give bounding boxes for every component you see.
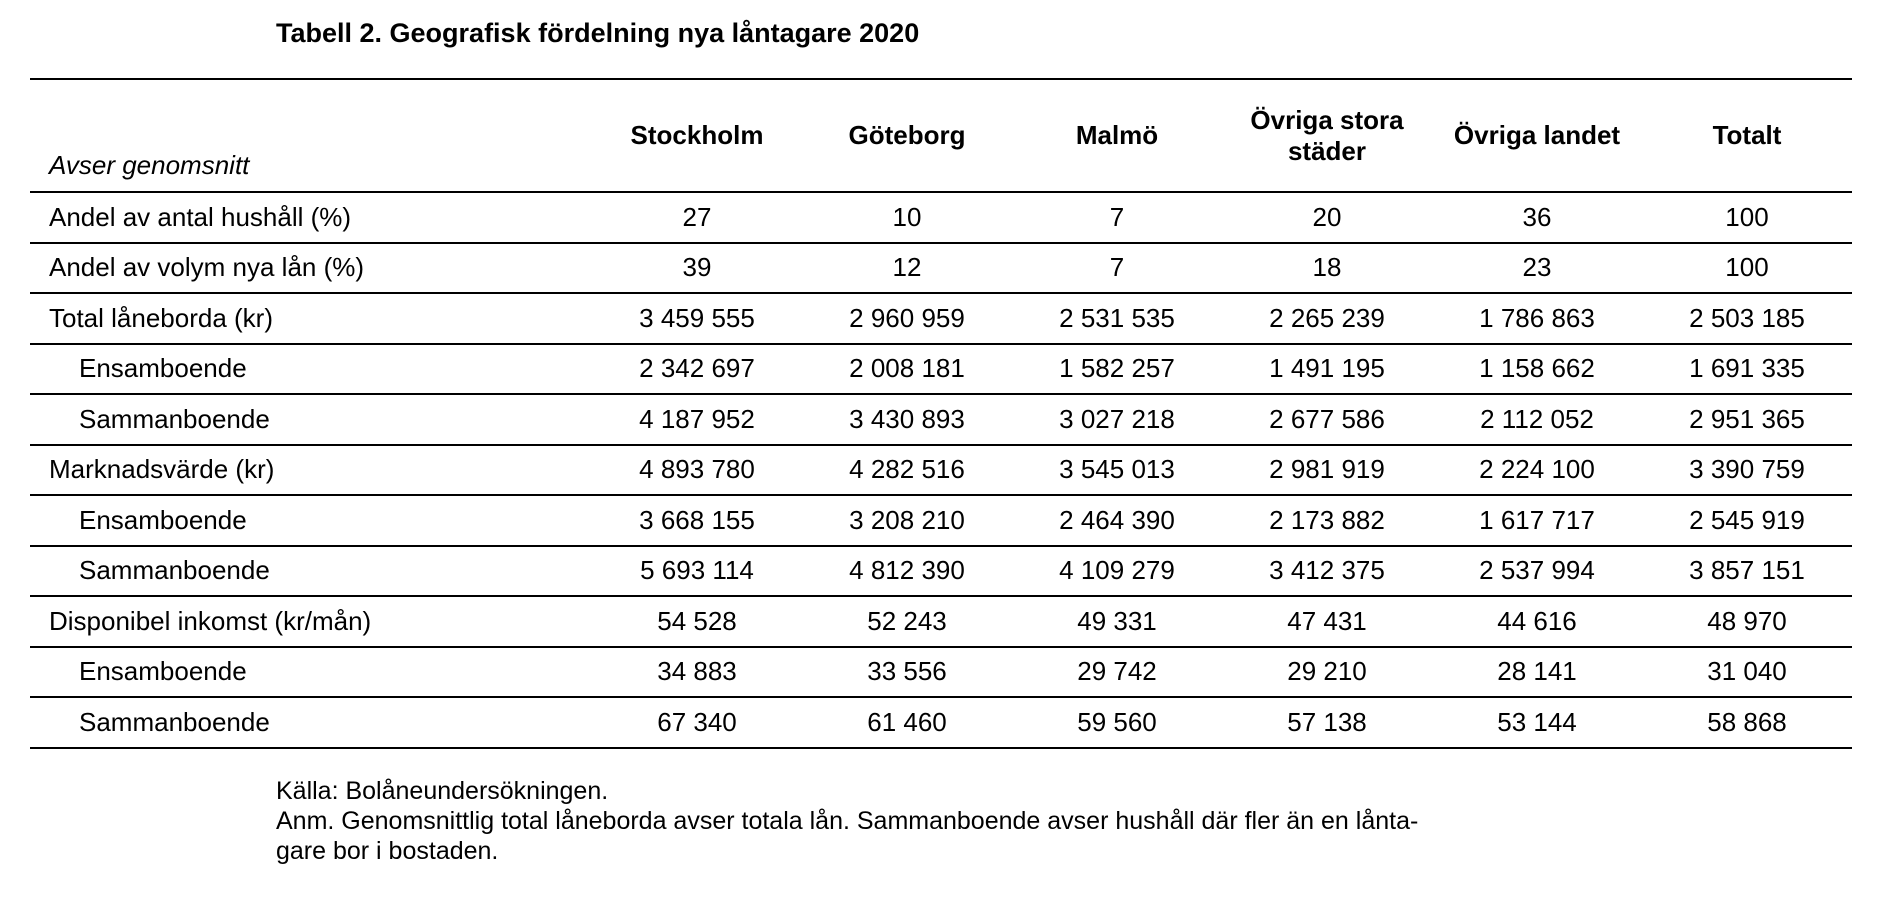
table-cell: 5 693 114 bbox=[640, 555, 754, 586]
remark-note-line-2: gare bor i bostaden. bbox=[276, 837, 499, 865]
table-cell: 57 138 bbox=[1287, 706, 1367, 737]
table-cell: 31 040 bbox=[1707, 656, 1787, 687]
table-title: Tabell 2. Geografisk fördelning nya låntagare 2020 bbox=[276, 18, 920, 48]
row-label: Ensamboende bbox=[79, 353, 247, 384]
table-cell: 3 545 013 bbox=[1059, 454, 1175, 485]
geographic-distribution-table bbox=[30, 78, 1852, 749]
table-cell: 2 173 882 bbox=[1269, 504, 1385, 535]
table-body bbox=[30, 192, 1852, 748]
table-cell: 2 265 239 bbox=[1269, 302, 1385, 333]
table-header bbox=[30, 79, 1852, 192]
table-cell: 27 bbox=[682, 201, 712, 232]
table-cell: 18 bbox=[1312, 252, 1342, 283]
table-cell: 12 bbox=[892, 252, 922, 283]
table-row bbox=[30, 293, 1852, 344]
table-cell: 48 970 bbox=[1707, 605, 1787, 636]
table-cell: 59 560 bbox=[1077, 706, 1157, 737]
table-row bbox=[30, 445, 1852, 496]
column-header-stockholm: Stockholm bbox=[630, 120, 764, 150]
table-cell: 1 582 257 bbox=[1059, 353, 1175, 384]
table-row bbox=[30, 394, 1852, 445]
table-cell: 23 bbox=[1522, 252, 1552, 283]
table-cell: 47 431 bbox=[1287, 605, 1367, 636]
table-cell: 2 537 994 bbox=[1479, 555, 1595, 586]
row-label: Sammanboende bbox=[79, 403, 270, 434]
table-cell: 4 187 952 bbox=[639, 403, 755, 434]
table-row bbox=[30, 647, 1852, 698]
remark-note-line-1: Anm. Genomsnittlig total låneborda avser totala lån. Sammanboende avser hushåll där fler än en lånta- bbox=[276, 807, 1419, 835]
table-cell: 3 857 151 bbox=[1689, 555, 1805, 586]
table-cell: 2 224 100 bbox=[1479, 454, 1595, 485]
table-notes bbox=[276, 776, 1506, 866]
table-cell: 2 960 959 bbox=[849, 302, 965, 333]
table-cell: 34 883 bbox=[657, 656, 737, 687]
header-row bbox=[30, 79, 1852, 192]
table-cell: 2 342 697 bbox=[639, 353, 755, 384]
table-cell: 1 158 662 bbox=[1479, 353, 1595, 384]
table-row bbox=[30, 596, 1852, 647]
table-cell: 49 331 bbox=[1077, 605, 1157, 636]
column-header-malmo: Malmö bbox=[1075, 120, 1159, 150]
table-cell: 54 528 bbox=[657, 605, 737, 636]
table-cell: 7 bbox=[1109, 252, 1125, 283]
table-row bbox=[30, 495, 1852, 546]
row-label: Sammanboende bbox=[79, 706, 270, 737]
table-cell: 29 210 bbox=[1287, 656, 1367, 687]
row-label: Disponibel inkomst (kr/mån) bbox=[49, 605, 372, 636]
table-cell: 4 893 780 bbox=[639, 454, 755, 485]
row-label: Total låneborda (kr) bbox=[49, 302, 273, 333]
table-cell: 2 531 535 bbox=[1059, 302, 1175, 333]
table-cell: 10 bbox=[892, 201, 922, 232]
table-cell: 3 027 218 bbox=[1059, 403, 1175, 434]
row-label: Marknadsvärde (kr) bbox=[49, 454, 275, 485]
table-cell: 2 503 185 bbox=[1689, 302, 1805, 333]
table-cell: 3 459 555 bbox=[639, 302, 755, 333]
table-cell: 4 812 390 bbox=[849, 555, 965, 586]
table-cell: 3 390 759 bbox=[1689, 454, 1805, 485]
table-cell: 4 282 516 bbox=[849, 454, 965, 485]
table-cell: 1 691 335 bbox=[1689, 353, 1805, 384]
table-cell: 33 556 bbox=[867, 656, 947, 687]
table-cell: 2 545 919 bbox=[1689, 504, 1805, 535]
table-cell: 3 430 893 bbox=[849, 403, 965, 434]
table-cell: 53 144 bbox=[1497, 706, 1577, 737]
table-cell: 4 109 279 bbox=[1059, 555, 1175, 586]
table-cell: 58 868 bbox=[1707, 706, 1787, 737]
table-cell: 3 412 375 bbox=[1269, 555, 1385, 586]
table-cell: 44 616 bbox=[1497, 605, 1577, 636]
row-label: Andel av volym nya lån (%) bbox=[49, 252, 365, 283]
table-cell: 2 951 365 bbox=[1689, 403, 1805, 434]
table-row bbox=[30, 546, 1852, 597]
column-header-ovriga-landet: Övriga landet bbox=[1453, 120, 1621, 150]
table-cell: 3 208 210 bbox=[849, 504, 965, 535]
column-header-goteborg: Göteborg bbox=[848, 120, 966, 150]
source-note: Källa: Bolåneundersökningen. bbox=[276, 777, 609, 805]
table-cell: 2 008 181 bbox=[849, 353, 965, 384]
table-cell: 20 bbox=[1312, 201, 1342, 232]
label-column-header: Avser genomsnitt bbox=[49, 150, 250, 180]
table-cell: 52 243 bbox=[867, 605, 947, 636]
table-cell: 100 bbox=[1725, 252, 1769, 283]
table-cell: 2 464 390 bbox=[1059, 504, 1175, 535]
column-header-ovriga-stora-stader bbox=[1222, 79, 1432, 192]
table-cell: 36 bbox=[1522, 201, 1552, 232]
table-row bbox=[30, 697, 1852, 748]
table-cell: 7 bbox=[1109, 201, 1125, 232]
table-cell: 2 981 919 bbox=[1269, 454, 1385, 485]
table-row bbox=[30, 344, 1852, 395]
row-label: Andel av antal hushåll (%) bbox=[49, 201, 352, 232]
table-cell: 100 bbox=[1725, 201, 1769, 232]
table-cell: 61 460 bbox=[867, 706, 947, 737]
table-row bbox=[30, 192, 1852, 243]
row-label: Sammanboende bbox=[79, 555, 270, 586]
table-cell: 67 340 bbox=[657, 706, 737, 737]
table-cell: 1 786 863 bbox=[1479, 302, 1595, 333]
table-row bbox=[30, 243, 1852, 294]
table-cell: 1 491 195 bbox=[1269, 353, 1385, 384]
table-cell: 1 617 717 bbox=[1479, 504, 1595, 535]
table-cell: 2 112 052 bbox=[1480, 403, 1594, 434]
row-label: Ensamboende bbox=[79, 656, 247, 687]
column-header-ovriga-stora-stader-text: Övriga stora städer bbox=[1250, 104, 1404, 166]
table-cell: 29 742 bbox=[1077, 656, 1157, 687]
column-header-totalt: Totalt bbox=[1712, 120, 1782, 150]
row-label: Ensamboende bbox=[79, 504, 247, 535]
table-cell: 3 668 155 bbox=[639, 504, 755, 535]
table-cell: 28 141 bbox=[1497, 656, 1577, 687]
table-cell: 2 677 586 bbox=[1269, 403, 1385, 434]
table-cell: 39 bbox=[682, 252, 712, 283]
